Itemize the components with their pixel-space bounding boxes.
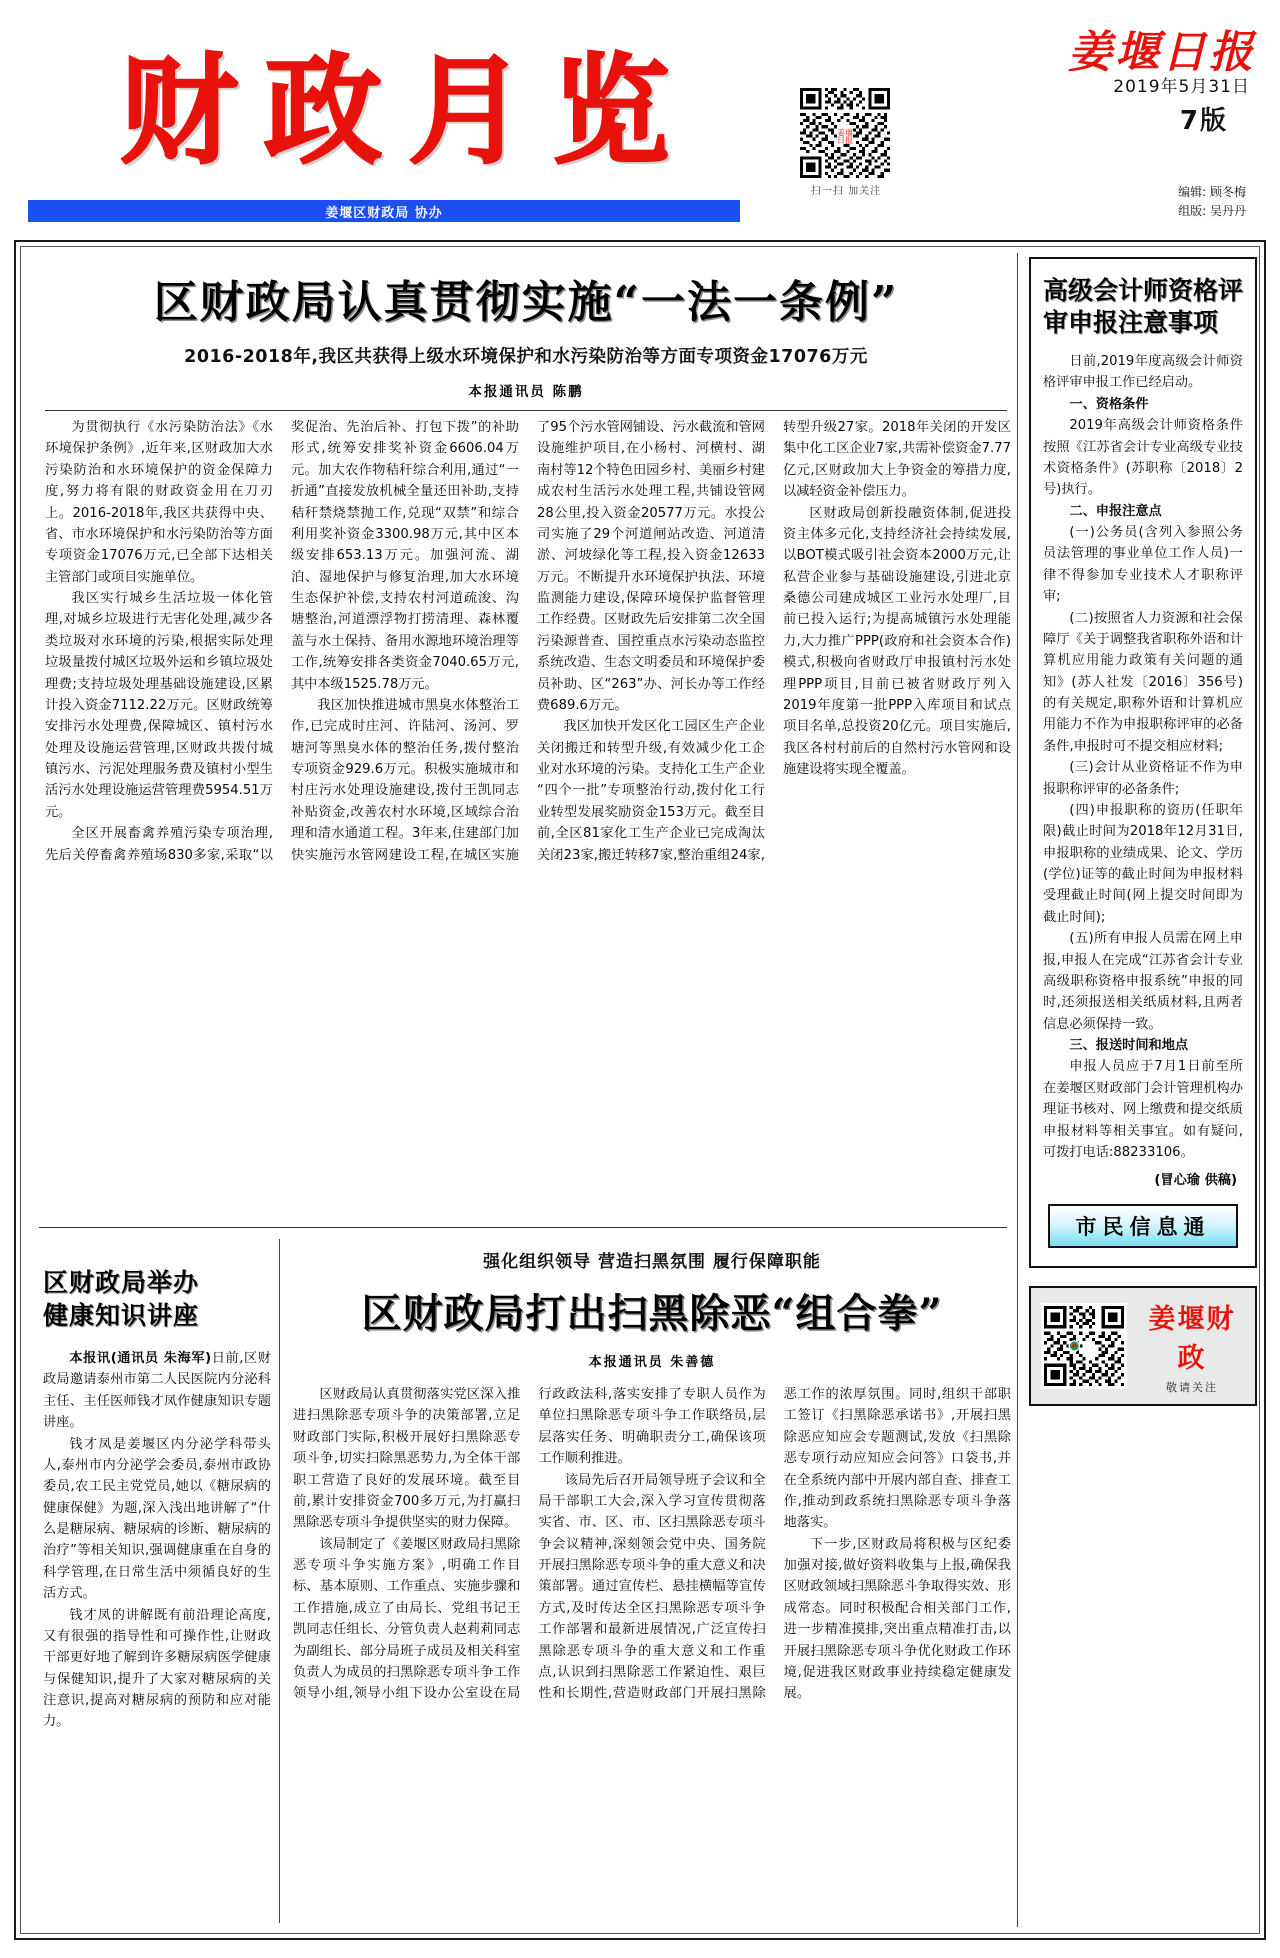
lead-headline: 区财政局认真贯彻实施“一法一条例” — [153, 277, 899, 328]
wechat-qr-icon[interactable] — [800, 88, 890, 178]
promo-subtitle: 敬请关注 — [1166, 1381, 1218, 1395]
page-title: 财政月览 — [120, 42, 697, 180]
sponsor-bar: 姜堰区财政局 协办 — [28, 200, 740, 222]
layout-credit: 组版: 吴丹丹 — [1178, 203, 1246, 218]
paragraph: (一)公务员(含列入参照公务员法管理的事业单位工作人员)一律不得参加专业技术人才职称评审; — [1043, 525, 1243, 605]
qr-caption: 扫一扫 加关注 — [810, 186, 882, 197]
paper-nameplate: 姜堰日报 — [1068, 27, 1256, 78]
health-headline — [43, 1267, 271, 1332]
lead-subheadline: 2016-2018年,我区共获得上级水环境保护和水污染防治等方面专项资金17076万元 — [184, 346, 868, 367]
paragraph: 我区加快开发区化工园区生产企业关闭搬迁和转型升级,有效减少化工企业对水环境的污染。支持化工生产企业“四个一批”专项整治行动,拨付化工行业转型发展奖励资金153万元。截至目前,全区81家化工生产企业已完成淘汰关闭23家,搬迁转移7家,整治重组24家,转型升级27家。2018年关闭的开发区集中化工区企业7家,共需补偿资金7.77亿元,区财政加大上争资金的筹措力度,以减轻资金补偿压力。 — [537, 420, 1011, 863]
antigang-byline: 本报通讯员 朱善德 — [588, 1355, 716, 1370]
lower-column-divider — [279, 1239, 280, 1923]
paragraph: (五)所有申报人员需在网上申报,申报人在完成“江苏省会计专业高级职称资格申报系统”申报的同时,还须报送相关纸质材料,且两者信息必须保持一致。 — [1043, 931, 1243, 1032]
antigang-headline: 区财政局打出扫黑除恶“组合拳” — [361, 1290, 943, 1337]
paragraph: 钱才凤的讲解既有前沿理论高度,又有很强的指导性和可操作性,让财政干部更好地了解到许多糖尿病医学健康与保健知识,提升了大家对糖尿病的关注意识,提高对糖尿病的预防和应对能力。 — [43, 1607, 271, 1730]
paragraph: (四)申报职称的资历(任职年限)截止时间为2018年12月31日,申报职称的业绩成果、论文、学历(学位)证等的截止时间为申报材料受理截止时间(网上提交时间即为截止时间); — [1043, 802, 1243, 925]
paragraph: 下一步,区财政局将积极与区纪委加强对接,做好资料收集与上报,确保我区财政领域扫黑除恶斗争取得实效、形成常态。同时积极配合相关部门工作,进一步精准摸排,突出重点精准打击,以开展扫黑除恶专项斗争优化财政工作环境,促进我区财政事业持续稳定健康发展。 — [783, 1536, 1011, 1702]
sidebar-headline: 高级会计师资格评审申报注意事项 — [1043, 276, 1244, 337]
publication-date: 2019年5月31日 — [1113, 77, 1250, 97]
sidebar-credit: (冒心瑜 供稿) — [1154, 1173, 1237, 1189]
svg-text:姜堰: 姜堰 — [836, 128, 854, 138]
paragraph: 为贯彻执行《水污染防治法》《水环境保护条例》,近年来,区财政加大水污染防治和水环境保护的资金保障力度,努力将有限的财政资金用在刀刃上。2016-2018年,我区共获得中央、省、市水环境保护和水污染防治等方面专项资金17076万元,已全部下达相关主管部门或项目实施单位。 — [45, 420, 273, 585]
sidebar — [1029, 257, 1257, 1929]
editor-credit: 编辑: 顾冬梅 — [1178, 185, 1246, 199]
lead-article-header — [45, 261, 1007, 411]
health-article-body — [43, 1348, 271, 1733]
paragraph: 申报人员应于7月1日前至所在姜堰区财政部门会计管理机构办理证书核对、网上缴费和提交纸质申报材料等相关事宜。如有疑问,可拨打电话:88233106。 — [1043, 1059, 1243, 1160]
paragraph: 钱才凤是姜堰区内分泌学科带头人,泰州市内分泌学会委员,泰州市政协委员,农工民主党党员,她以《糖尿病的健康保健》为题,深入浅出地讲解了“什么是糖尿病、糖尿病的诊断、糖尿病的治疗”等相关知识,强调健康重在自身的科学管理,在日常生活中须循良好的生活方式。 — [43, 1436, 271, 1602]
citizen-info-badge[interactable]: 市民信息通 — [1048, 1204, 1238, 1248]
health-headline-line2: 健康知识讲座 — [43, 1300, 200, 1330]
promo-name: 姜堰财政 — [1148, 1304, 1236, 1375]
paragraph: 该局先后召开局领导班子会议和全局干部职工大会,深入学习宣传贯彻落实省、市、区、市、区扫黑除恶专项斗争会议精神,深刻领会党中央、国务院开展扫黑除恶专项斗争的重大意义和决策部署。通过宣传栏、悬挂横幅等宣传方式,及时传达全区扫黑除恶专项斗争工作部署和最新进展情况,广泛宣传扫黑除恶专项斗争的重大意义和工作重点,认识到扫黑除恶工作紧迫性、艰巨性和长期性,营造财政部门开展扫黑除恶工作的浓厚氛围。同时,组织干部职工签订《扫黑除恶承诺书》,开展扫黑除恶应知应会专题测试,发放《扫黑除恶专项行动应知应会问答》口袋书,并在全系统内部中开展内部自查、排查工作,推动到政系统扫黑除恶专项斗争落地落实。 — [538, 1387, 1011, 1702]
paragraph: 该局制定了《姜堰区财政局扫黑除恶专项斗争实施方案》,明确工作目标、基本原则、工作重点、实施步骤和工作措施,成立了由局长、党组书记王凯同志任组长、分管负责人赵莉莉同志为副组长、部分局班子成员及相关科室负责人为成员的扫黑除恶专项斗争工作领导小组,领导小组下设办公室设在局行政政法科,落实安排了专职人员作为单位扫黑除恶专项斗争工作联络员,层层落实任务、明确职责分工,确保该项工作顺利推进。 — [293, 1387, 766, 1702]
inner-border — [20, 246, 1260, 1934]
promo-text — [1139, 1297, 1245, 1395]
paragraph: 区财政局创新投融资体制,促进投资主体多元化,支持经济社会持续发展,以BOT模式吸引社会资本2000万元,让私营企业参与基础设施建设,引进北京桑德公司建成城区工业污水处理厂,目前已投入运行;为提高城镇污水处理能力,大力推广PPP(政府和社会资本合作)模式,积极向省财政厅申报镇村污水处理PPP项目,目前已被省财政厅列入2019年度第一批PPP入库项目和试点项目名单,总投资20亿元。项目实施后,我区各村村前后的自然村污水管网和设施建设将实现全覆盖。 — [783, 505, 1011, 777]
lead-byline: 本报通讯员 陈鹏 — [468, 383, 584, 400]
masthead — [0, 0, 1280, 232]
lead-article-body — [45, 417, 1011, 1157]
sidebar-body — [1043, 351, 1243, 1163]
paragraph: 全区开展畜禽养殖污染专项治理,先后关停畜禽养殖场830多家,采取“以奖促治、先治后补、打包下拨”的补助形式,统筹安排奖补资金6606.04万元。加大农作物秸秆综合利用,通过“一折通”直接发放机械全量还田补助,支持秸秆禁烧禁抛工作,兑现“双禁”和综合利用奖补资金3300.98万元,其中区本级安排653.13万元。加强河流、湖泊、湿地保护与修复治理,加大水环境生态保护补偿,支持农村河道疏浚、沟塘整治,河道漂浮物打捞清理、森林覆盖与水土保持、备用水源地环境治理等工作,统筹安排各类资金7040.65万元,其中本级1525.78万元。 — [45, 420, 519, 863]
masthead-credits — [1178, 183, 1246, 220]
article-lead-in: 本报讯(通讯员 朱海军) — [69, 1351, 212, 1366]
section-divider — [39, 1227, 1007, 1228]
paragraph: (二)按照省人力资源和社会保障厅《关于调整我省职称外语和计算机应用能力政策有关问题的通知》(苏人社发〔2016〕356号)的有关规定,职称外语和计算机应用能力不作为申报职称评审的必备条件,申报时可不提交相应材料; — [1043, 610, 1243, 754]
section-heading: 三、报送时间和地点 — [1069, 1038, 1189, 1053]
column-divider — [1017, 253, 1018, 1927]
paragraph: 日前,2019年度高级会计师资格评审申报工作已经启动。 — [1043, 354, 1243, 391]
antigang-article-body — [293, 1384, 1011, 1944]
paragraph: 我区实行城乡生活垃圾一体化管理,对城乡垃圾进行无害化处理,减少各类垃圾对水环境的污染,根据实际处理垃圾量拨付城区垃圾外运和乡镇垃圾处理费;支持垃圾处理基础设施建设,区累计投入资金7112.22万元。区财政统筹安排污水处理费,保障城区、镇村污水处理及设施运营管理,区财政共拨付城镇污水、污泥处理服务费及镇村小型生活污水处理设施运营管理费5954.51万元。 — [45, 591, 273, 820]
accountant-notice-box — [1029, 257, 1257, 1268]
headline-rule — [45, 410, 1007, 411]
antigang-article — [293, 1247, 1011, 1944]
section-heading: 二、申报注意点 — [1069, 503, 1162, 519]
promo-qr-box[interactable] — [1029, 1286, 1257, 1406]
paragraph: 区财政局认真贯彻落实党区深入推进扫黑除恶专项斗争的决策部署,立足财政部门实际,积极开展好扫黑除恶专项斗争,切实扫除黑恶势力,为全体干部职工营造了良好的发展环境。截至目前,累计安排资金700多万元,为打赢扫黑除恶专项斗争提供坚实的财力保障。 — [293, 1387, 521, 1531]
page-number: 7版 — [1179, 106, 1228, 136]
svg-text:日报: 日报 — [836, 136, 854, 146]
health-article — [43, 1267, 271, 1733]
paragraph: (三)会计从业资格证不作为申报职称评审的必备条件; — [1043, 760, 1243, 797]
promo-qr-icon[interactable] — [1041, 1303, 1127, 1389]
paragraph: 我区加快推进城市黑臭水体整治工作,已完成时庄河、许陆河、汤河、罗塘河等黑臭水体的整治任务,拨付整治专项资金929.6万元。积极实施城市和村庄污水处理设施建设,拨付王凯同志补贴资金,改善农村水环境,区域综合治理和清水通道工程。3年来,住建部门加快实施污水管网建设工程,在城区实施了95个污水管网铺设、污水截流和管网设施维护项目,在小杨村、河横村、湖南村等12个特色田园乡村、美丽乡村建成农村生活污水处理工程,共铺设管网28公里,投入资金20577万元。水投公司实施了29个河道闸站改造、河道清淤、河坡绿化等工程,投入资金12633万元。不断提升水环境保护执法、环境监测能力建设,保障环境保护监督管理工作经费。区财政先后安排第二次全国污染源普查、国控重点水污染动态监控系统改造、生态文明委员和环境保护委员补助、区“263”办、河长办等工作经费689.6万元。 — [291, 420, 765, 863]
paragraph: 2019年高级会计师资格条件按照《江苏省会计专业高级专业技术资格条件》(苏职称〔2018〕2号)执行。 — [1043, 418, 1243, 498]
health-headline-line1: 区财政局举办 — [43, 1268, 200, 1297]
page-content-frame — [14, 240, 1266, 1940]
section-heading: 一、资格条件 — [1069, 396, 1149, 412]
antigang-eyebrow: 强化组织领导 营造扫黑氛围 履行保障职能 — [483, 1252, 821, 1272]
paragraph: 本报讯(通讯员 朱海军)日前,区财政局邀请泰州市第二人民医院内分泌科主任、主任医师钱才凤作健康知识专题讲座。 — [43, 1351, 271, 1431]
